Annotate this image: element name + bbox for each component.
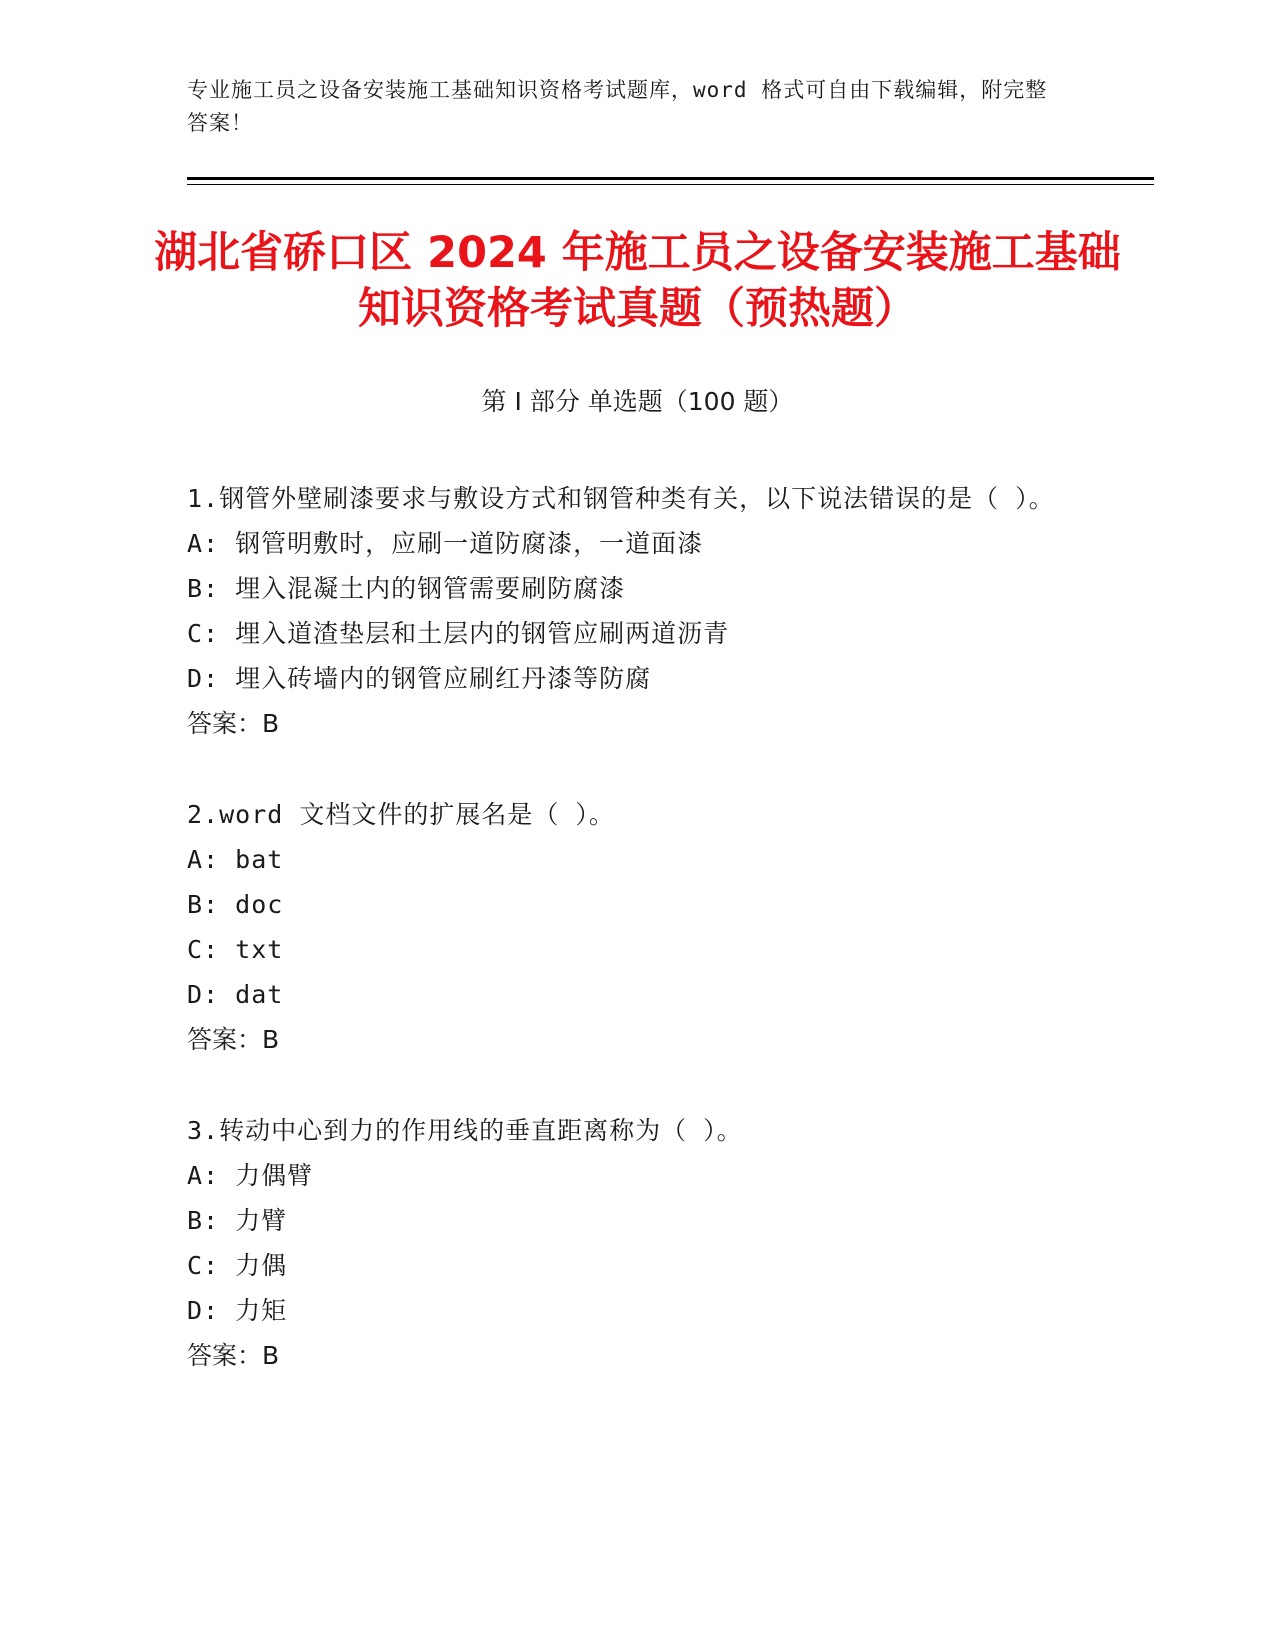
header-divider-thick	[187, 177, 1154, 180]
option-a: A: 力偶臂	[187, 1161, 314, 1190]
document-title: 湖北省硚口区 2024 年施工员之设备安装施工基础知识资格考试真题（预热题）	[154, 228, 1121, 334]
option-b: B: 埋入混凝土内的钢管需要刷防腐漆	[187, 574, 626, 603]
header-divider-thin	[187, 184, 1154, 185]
answer: 答案：B	[187, 1025, 280, 1054]
question-2	[187, 792, 1067, 1062]
question-3	[187, 1108, 1067, 1378]
answer: 答案：B	[187, 709, 280, 738]
section-heading: 第 I 部分 单选题（100 题）	[481, 387, 794, 416]
option-c: C: 力偶	[187, 1251, 288, 1280]
question-stem: 3.转动中心到力的作用线的垂直距离称为（ ）。	[187, 1116, 743, 1145]
header-note: 专业施工员之设备安装施工基础知识资格考试题库，word 格式可自由下载编辑，附完整答案！	[187, 78, 1048, 135]
answer: 答案：B	[187, 1341, 280, 1370]
option-b: B: 力臂	[187, 1206, 288, 1235]
option-d: D: 埋入砖墙内的钢管应刷红丹漆等防腐	[187, 664, 652, 693]
option-a: A: bat	[187, 845, 284, 874]
option-c: C: 埋入道渣垫层和土层内的钢管应刷两道沥青	[187, 619, 730, 648]
option-c: C: txt	[187, 935, 284, 964]
option-d: D: 力矩	[187, 1296, 288, 1325]
question-1	[187, 476, 1067, 746]
question-list	[187, 476, 1067, 1424]
question-stem: 2.word 文档文件的扩展名是（ ）。	[187, 800, 615, 829]
option-b: B: doc	[187, 890, 284, 919]
option-a: A: 钢管明敷时，应刷一道防腐漆，一道面漆	[187, 529, 704, 558]
question-stem: 1.钢管外壁刷漆要求与敷设方式和钢管种类有关，以下说法错误的是（ ）。	[187, 484, 1055, 513]
option-d: D: dat	[187, 980, 284, 1009]
